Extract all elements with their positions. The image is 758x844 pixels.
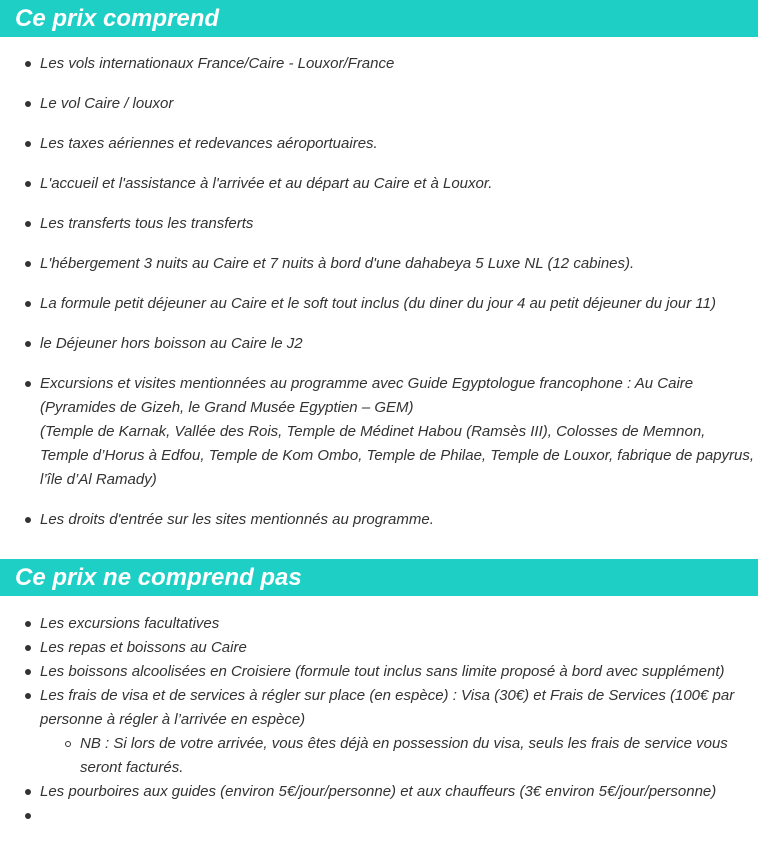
list-item-text: L'hébergement 3 nuits au Caire et 7 nuits à bord d'une dahabeya 5 Luxe NL (12 cabines). <box>40 255 635 272</box>
list-item-excursions <box>0 372 758 492</box>
section-title-included: Ce prix comprend <box>0 0 758 37</box>
list-item <box>0 612 758 636</box>
list-item-text: Les boissons alcoolisées en Croisiere (formule tout inclus sans limite proposé à bord avec supplément) <box>40 663 725 680</box>
list-item <box>0 92 758 116</box>
list-item-text: le Déjeuner hors boisson au Caire le J2 <box>40 335 303 352</box>
bullet-icon <box>25 261 31 267</box>
list-item-text: Les excursions facultatives <box>40 615 220 632</box>
bullet-icon <box>25 61 31 67</box>
bullet-icon <box>25 141 31 147</box>
circle-bullet-icon <box>65 741 71 747</box>
list-item <box>0 508 758 532</box>
list-item-text: Les taxes aériennes et redevances aéroportuaires. <box>40 135 378 152</box>
list-item-text: Excursions et visites mentionnées au programme avec Guide Egyptologue francophone : Au Caire (Pyramides de Gizeh, le Grand Musée Egyptien – GEM) <box>40 375 694 416</box>
list-item <box>0 780 758 804</box>
list-item <box>0 172 758 196</box>
excluded-list <box>0 612 758 828</box>
bullet-icon <box>25 341 31 347</box>
list-item <box>0 660 758 684</box>
list-item <box>0 332 758 356</box>
list-item-text: Les frais de visa et de services à régler sur place (en espèce) : Visa (30€) et Frais de Services (100€ par personne à régler à l’arrivée en espèce) <box>40 687 735 728</box>
bullet-icon <box>25 181 31 187</box>
bullet-icon <box>25 101 31 107</box>
bullet-icon <box>25 221 31 227</box>
bullet-icon <box>25 813 31 819</box>
list-item-text: Les vols internationaux France/Caire - Louxor/France <box>40 55 395 72</box>
bullet-icon <box>25 669 31 675</box>
section-title-excluded: Ce prix ne comprend pas <box>0 559 758 596</box>
list-item-text: L'accueil et l'assistance à l'arrivée et au départ au Caire et à Louxor. <box>40 175 493 192</box>
list-item-visa <box>0 684 758 780</box>
bullet-icon <box>25 517 31 523</box>
list-item-empty <box>0 804 758 828</box>
bullet-icon <box>25 381 31 387</box>
list-item <box>0 52 758 76</box>
bullet-icon <box>25 621 31 627</box>
list-item-text: Le vol Caire / louxor <box>40 95 174 112</box>
bullet-icon <box>25 645 31 651</box>
list-item <box>0 252 758 276</box>
list-item-text: Les transferts tous les transferts <box>40 215 254 232</box>
list-item-text: Les repas et boissons au Caire <box>40 639 247 656</box>
sublist-item-visa-note <box>40 732 756 780</box>
visa-sublist <box>40 732 756 780</box>
bullet-icon <box>25 789 31 795</box>
list-item-text: Les pourboires aux guides (environ 5€/jour/personne) et aux chauffeurs (3€ environ 5€/jour/personne) <box>40 783 717 800</box>
list-item-text: La formule petit déjeuner au Caire et le soft tout inclus (du diner du jour 4 au petit déjeuner du jour 11) <box>40 295 716 312</box>
list-item <box>0 292 758 316</box>
excursions-detail-text: (Temple de Karnak, Vallée des Rois, Temple de Médinet Habou (Ramsès III), Colosses de Memnon, Temple d’Horus à Edfou, Temple de Kom Ombo, Temple de Philae, Temple de Louxor, fabrique de papyrus, l’île d’Al Ramady) <box>40 423 755 488</box>
visa-note-text: NB : Si lors de votre arrivée, vous êtes déjà en possession du visa, seuls les frais de service vous seront facturés. <box>80 735 728 776</box>
list-item <box>0 212 758 236</box>
included-list <box>0 52 758 548</box>
list-item-text: Les droits d'entrée sur les sites mentionnés au programme. <box>40 511 434 528</box>
list-item <box>0 132 758 156</box>
bullet-icon <box>25 301 31 307</box>
list-item <box>0 636 758 660</box>
bullet-icon <box>25 693 31 699</box>
